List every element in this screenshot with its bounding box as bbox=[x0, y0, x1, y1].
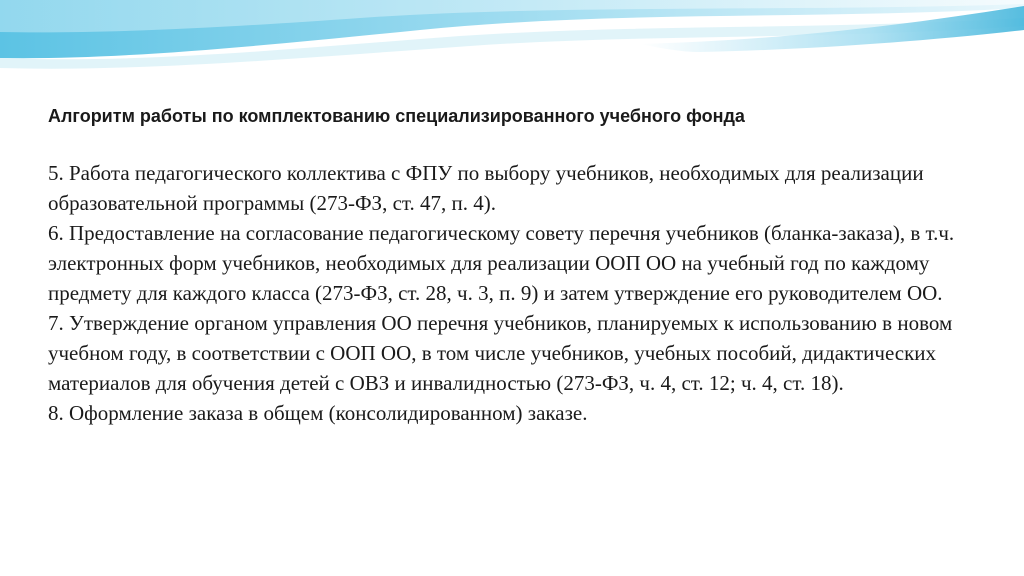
step-5-text: 5. Работа педагогического коллектива с ФПУ по выбору учебников, необходимых для реализации образовательной программы (273-ФЗ, ст. 47, п. 4). bbox=[48, 161, 924, 215]
algorithm-steps bbox=[48, 158, 998, 428]
wave-header-decoration bbox=[0, 0, 1024, 90]
content-area bbox=[48, 96, 998, 428]
step-7-text: 7. Утверждение органом управления ОО перечня учебников, планируемых к использованию в новом учебном году, в соответствии с ООП ОО, в том числе учебников, учебных пособий, дидактических материалов для обучения детей с ОВЗ и инвалидностью (273-ФЗ, ч. 4, ст. 12; ч. 4, ст. 18). bbox=[48, 311, 953, 395]
step-6-text: 6. Предоставление на согласование педагогическому совету перечня учебников (бланка-заказа), в т.ч. электронных форм учебников, необходимых для реализации ООП ОО на учебный год по каждому предмету для каждого класса (273-ФЗ, ст. 28, ч. 3, п. 9) и затем утверждение его руководителем ОО. bbox=[48, 221, 955, 305]
step-8-text: 8. Оформление заказа в общем (консолидированном) заказе. bbox=[48, 401, 588, 425]
slide-title: Алгоритм работы по комплектованию специализированного учебного фонда bbox=[48, 106, 745, 126]
